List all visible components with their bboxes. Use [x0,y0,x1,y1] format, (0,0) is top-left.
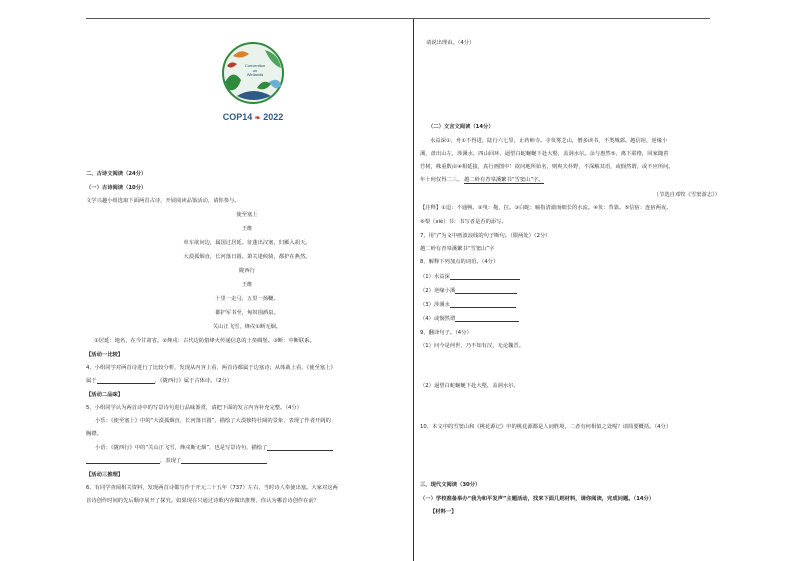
intro-text: 文学兴趣小组选取下面两首古诗，开展阅读品鉴活动，请你参与。 [86,198,240,204]
header-rule [86,18,710,19]
material-heading: 【材料一】 [430,509,457,515]
question-5: 5、小组同学认为两首诗中的写景诗句进行品味鉴赏，请把下面的发言内容补充完整。（4分） [86,405,302,411]
q5-blank-3[interactable] [181,459,267,464]
question-5-xiaole-end: 胸襟。 [86,431,102,437]
question-7: 7、用“/”为文中画波浪线的句子断句。（限两处）（2分） [420,233,551,239]
wavy-underlined-sentence: 越二岭有青皋溪繁书“雪窦山”字。 [464,177,544,183]
passage-line: 年十何仅得二三。 [420,177,463,183]
q4-suffix: ，《陇西行》属于古体诗。（2分） [154,378,233,384]
q8-item-label: （2）逆缘小溪 [420,288,456,294]
column-divider [413,19,414,561]
question-6: 6、有同学查阅相关资料，发现两首诗都写作于开元二十五年（737）左右，当时诗人奉使出塞。大家对这两 [86,485,338,491]
question-9-b: （2）逼望白蛇蜿蜒下赴大壑，盖洞水尔。 [420,383,519,389]
subsection-heading: （一）学校准备举办“我为和平发声”主题活动，找来下面几则材料，请你阅读，完成问题。（14分） [420,496,655,502]
poem-author: 王维 [241,226,253,232]
q8-item-label: （4）或悯然谓 [420,316,456,322]
logo-ribbon-icon: ❧ [254,115,261,122]
question-8-item [420,317,519,322]
question-8-item [420,275,520,280]
passage-line: 竹树，株重数亩④相延接，真行画图中！欲问地所始名，则爽夫朴野，不深解其语，或悯然谓，或不应所问。 [420,164,674,170]
q8-blank[interactable] [455,289,517,294]
question-7-sentence: 越二岭有青皋溪繁书“雪窦山”字 [420,246,495,252]
passage-line: 溪，盘出山左，涉溪水，四山回环，逼望白蛇蜿蜒下赴大壑，盖洞水尔。余与惠然⑤，离下联络，回家随着 [420,151,669,157]
logo-badge-line: Wetlands [246,72,264,77]
q8-item-label: （3）涉溪水 [420,302,450,308]
question-5-continue [86,459,267,464]
poem-line: 关山正飞雪，烽戍①断无烟。 [212,324,282,330]
poem-line: 十里一走马，五里一扬鞭。 [215,296,279,302]
question-5-xiaole: 小乐：《使至塞上》中的“大漠孤烟直，长河落日圆”，描绘了大漠独特壮阔的景象，表现了作者开阔的 [95,418,331,424]
q5-blank-1[interactable] [267,446,333,451]
logo-badge-line: Convention [244,63,266,68]
logo-caption-cop: COP14 [222,112,253,122]
question-9: 9、翻译句子。（4分） [420,330,472,336]
question-8-item [420,289,517,294]
q5-blank-2[interactable] [86,459,160,464]
q5-prefix: 小语：《陇西行》中的“关山正飞雪，烽戍断无烟”，也是写景诗句，描绘了 [95,445,268,451]
logo-caption [213,112,293,122]
logo-caption-year: 2022 [263,112,284,122]
q8-blank[interactable] [450,275,520,280]
subsection-heading: （一）古诗阅读（10分） [86,185,147,191]
question-6-cont: 首诗创作时间的先后顺序展开了探究。如果现在只通过诗歌内容做出推理，你认为哪首诗创作在前？ [86,498,320,504]
passage-note: ⑥梨（xiè）书：书写者是否的添写。 [420,219,507,225]
q8-blank[interactable] [450,303,516,308]
q5-mid: ，表现了 [160,458,182,464]
section-heading: 二、古诗文阅读（24分） [86,171,147,177]
logo-badge-line: on [252,67,258,73]
poem-line: 大漠孤烟直，长河落日圆。萧关逢候骑，都护在燕然。 [183,254,311,260]
question-8: 8、解释下列加点的词语。（4分） [420,259,499,265]
q4-prefix: 属于 [86,378,97,384]
poem-line: 都护军书至，匈奴围酒泉。 [215,310,279,316]
q4-blank[interactable] [97,379,155,384]
section-heading: 三、现代文阅读（30分） [420,482,481,488]
poem-author: 王维 [241,282,253,288]
q8-blank[interactable] [455,317,519,322]
activity-heading: 【活动一比较】 [86,352,124,358]
cop14-logo [219,42,287,105]
subsection-heading: （二）文言文阅读（14分） [428,124,494,130]
activity-heading: 【活动三推理】 [86,472,124,478]
passage-note: 【注释】①迢：不通畅。②曳：拖，拉。③白蛇：喻指清澈而细长的水流。④负：背靠。⑤信宿：连宿两夜。 [420,205,672,211]
footnote: ①居延：地名，在今甘肃省。②烽戍：古代边防借烽火传递信息的土垒碉堡。③断：中断联系。 [94,338,315,344]
question-4: 4、小组同学对两首诗进行了比较分析，发现从内容上看，两首诗都属于边塞诗；从体裁上看，《使至塞上》 [86,365,336,371]
question-4-answer-line [86,379,232,384]
activity-heading: 【活动二品味】 [86,392,124,398]
question-10: 10、本文中的雪窦山和《桃花源记》中的桃花源都是人间胜境，二者有何相似之处呢？请简要概括。（4分） [420,424,672,430]
poem-line: 单车欲问边，属国过居延。征蓬出汉塞，归雁入胡天。 [183,240,311,246]
question-6-tail: 请说出理由。（4分） [426,40,475,46]
question-9-a: （1）问今是何世，乃不知有汉，无论魏晋。 [420,343,525,349]
question-8-item [420,303,516,308]
passage-line-last [420,178,544,183]
passage-source: （节选自邓牧《雪窦游志》） [653,192,720,198]
poem-title: 陇西行 [239,268,255,274]
q8-item-label: （1）水益深 [420,274,450,280]
passage-line: 水益深①，舟①不得进，陆行六七里，止药师寺。寺负雾芝山，僧多读书，不类城郭。越信宿，逆缘小 [430,138,668,144]
poem-title: 使至塞上 [236,212,258,218]
question-5-xiaoyu [95,446,333,451]
